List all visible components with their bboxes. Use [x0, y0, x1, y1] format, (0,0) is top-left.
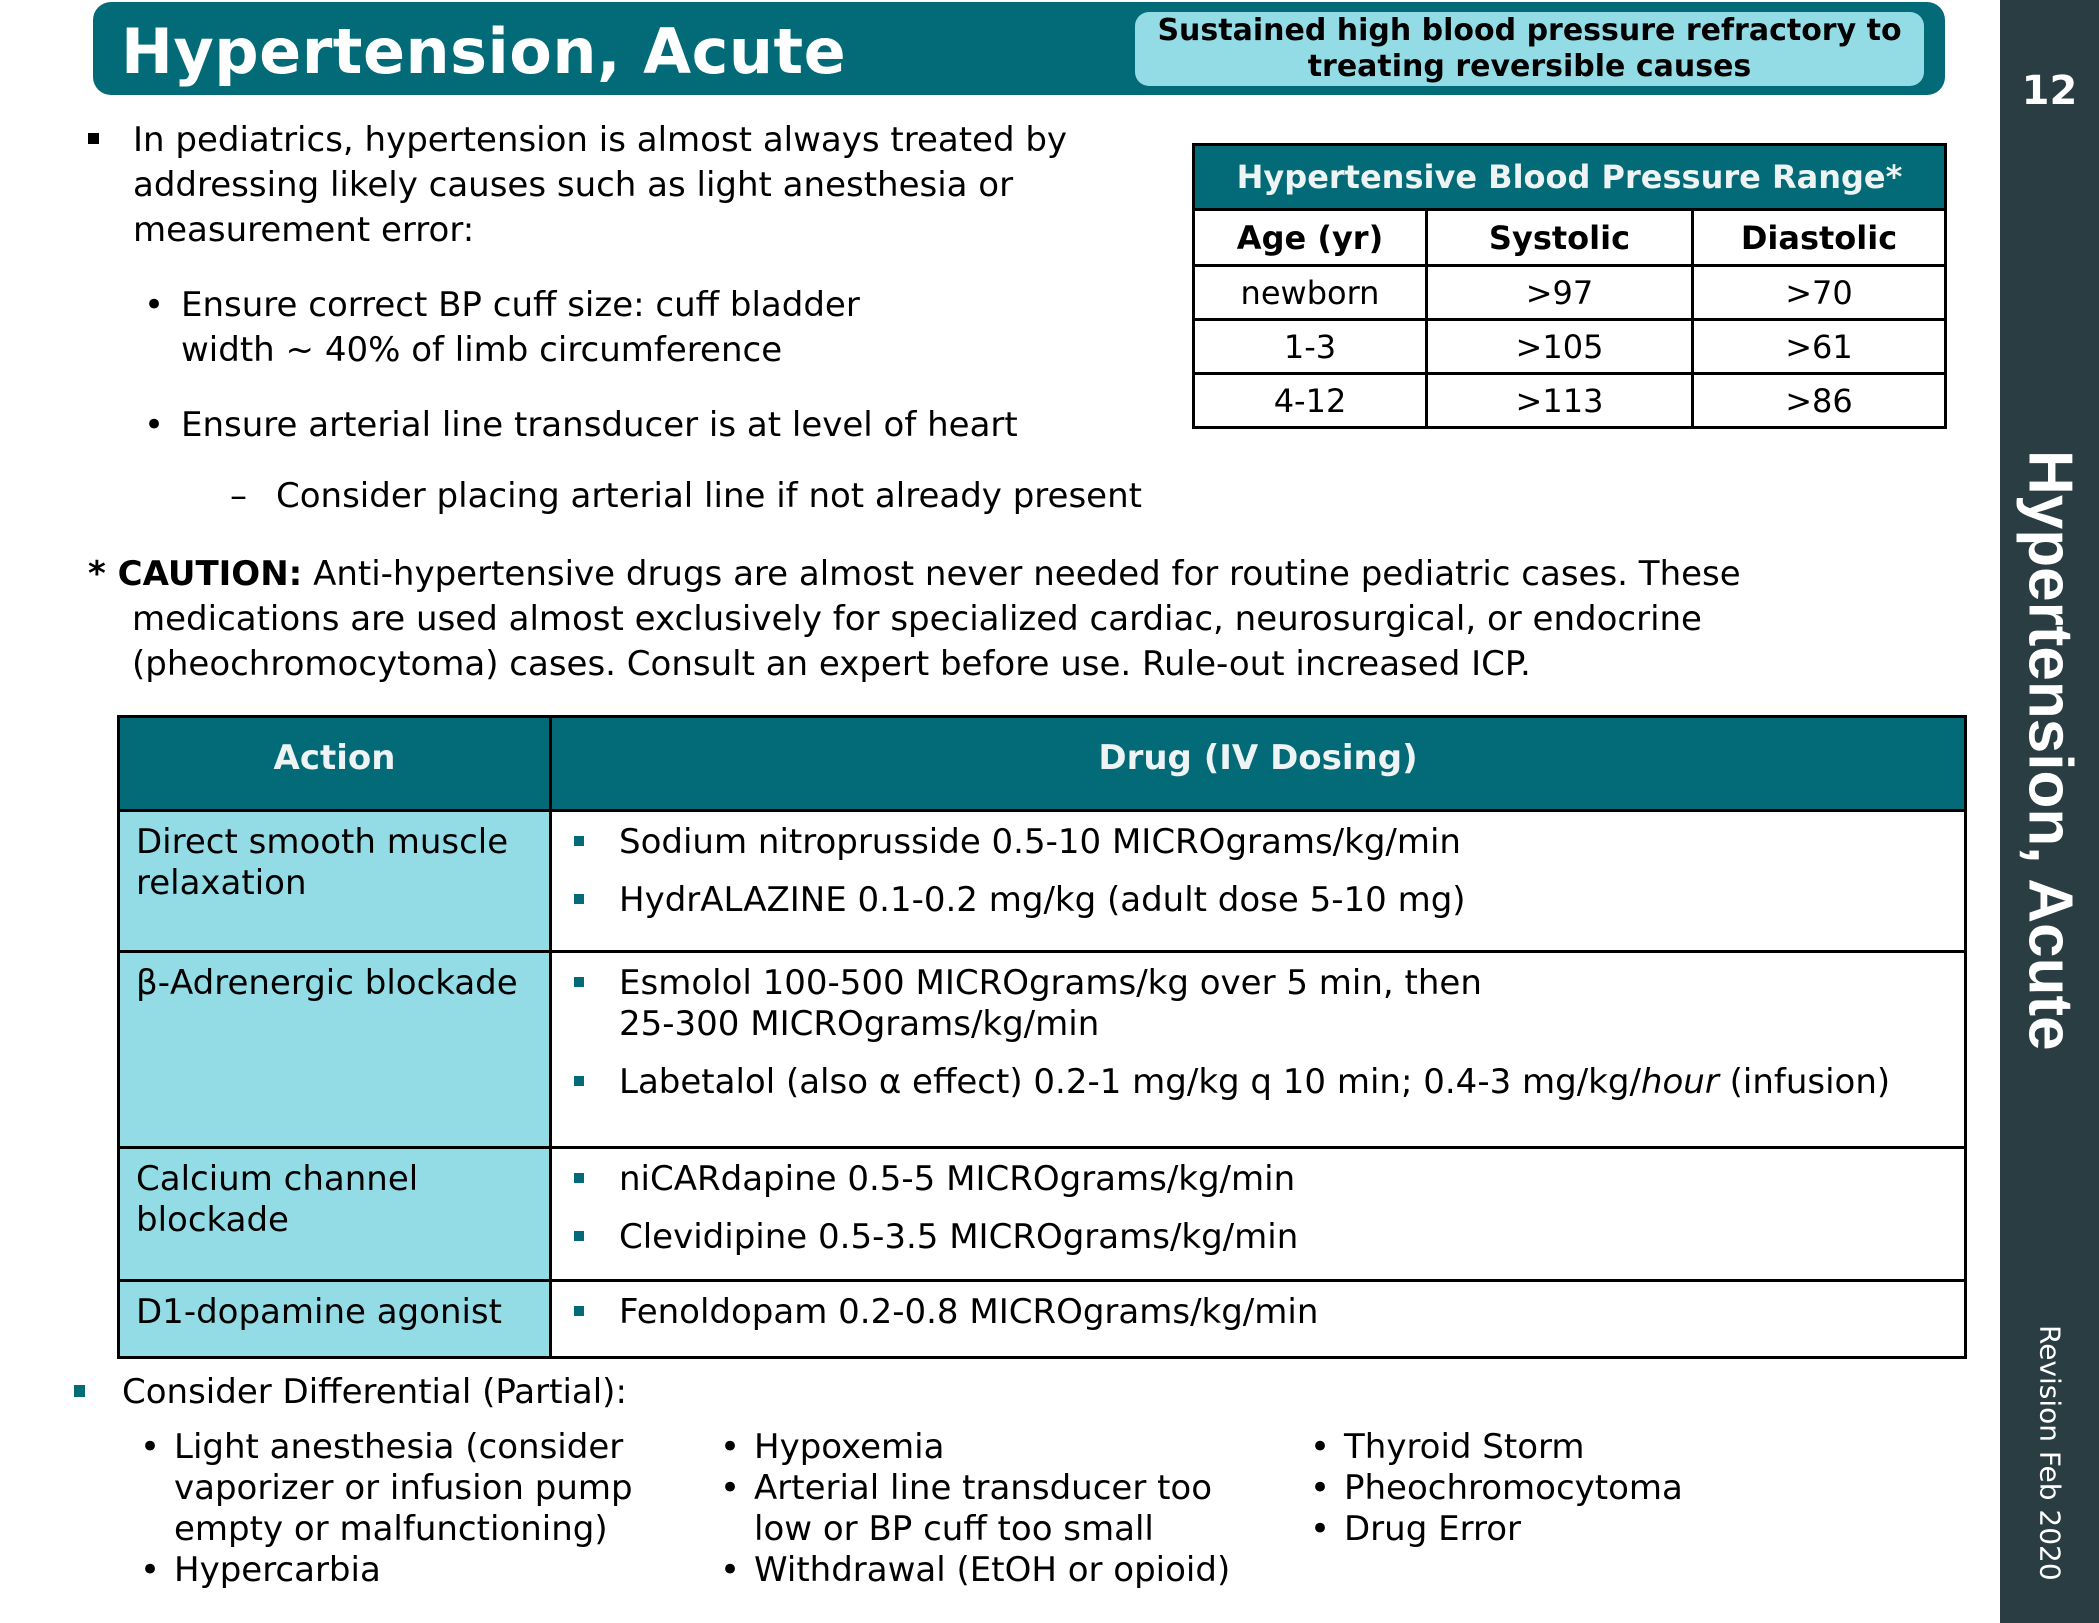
drug-header-drug: Drug (IV Dosing): [551, 717, 1966, 811]
dot-bullet-icon: •: [140, 1550, 161, 1590]
revision-label: Revision Feb 2020: [2033, 1325, 2067, 1581]
dot-bullet-icon: •: [140, 1427, 161, 1467]
intro-sub-bullet: [88, 403, 1198, 448]
drug-text: Fenoldopam 0.2-0.8 MICROgrams/kg/min: [619, 1292, 1319, 1332]
dot-bullet-icon: •: [1310, 1427, 1331, 1467]
list-item: [720, 1427, 1280, 1468]
dot-bullet-icon: •: [144, 405, 165, 445]
caution-label: * CAUTION:: [88, 554, 303, 594]
header-bar: [93, 2, 1945, 95]
drug-text: niCARdapine 0.5-5 MICROgrams/kg/min: [619, 1159, 1296, 1199]
table-row: [119, 1281, 1966, 1358]
drug-text: Labetalol (also α effect) 0.2-1 mg/kg q 10 min; 0.4-3 mg/kg/: [619, 1062, 1641, 1102]
square-bullet-icon: [574, 1231, 584, 1241]
bp-table-title: Hypertensive Blood Pressure Range*: [1194, 145, 1946, 210]
sidebar: [2000, 0, 2099, 1623]
list-item: [720, 1550, 1280, 1591]
drug-item: [574, 822, 1948, 863]
intro-sub-text: Ensure arterial line transducer is at level of heart: [181, 405, 1018, 445]
square-bullet-icon: [74, 1385, 85, 1397]
differential-text: Hypoxemia: [754, 1427, 945, 1467]
differential-heading: [72, 1370, 1972, 1415]
drug-item: [574, 1159, 1948, 1200]
table-row: [1194, 320, 1946, 374]
dash-bullet-icon: –: [230, 476, 247, 516]
list-item: [1310, 1468, 1870, 1509]
differential-text: Light anesthesia (consider vaporizer or infusion pump empty or malfunctioning): [174, 1427, 633, 1549]
drug-header-action: Action: [119, 717, 551, 811]
bp-age-cell: 4-12: [1194, 374, 1427, 428]
intro-main-text: In pediatrics, hypertension is almost always treated by addressing likely causes such as light anesthesia or measurement error:: [133, 120, 1068, 250]
bp-header-diastolic: Diastolic: [1693, 210, 1946, 266]
differential-column-3: [1310, 1427, 1870, 1550]
intro-section: [88, 118, 1198, 519]
differential-text: Pheochromocytoma: [1344, 1468, 1683, 1508]
drug-text-suffix: (infusion): [1718, 1062, 1891, 1102]
square-bullet-icon: [574, 1173, 584, 1183]
dot-bullet-icon: •: [144, 285, 165, 325]
list-item: [1310, 1427, 1870, 1468]
drug-text: Esmolol 100-500 MICROgrams/kg over 5 min, then: [619, 963, 1482, 1003]
differential-columns: [72, 1427, 1972, 1597]
drugs-cell: [551, 811, 1966, 952]
table-row: [1194, 374, 1946, 428]
differential-text: Hypercarbia: [174, 1550, 381, 1590]
table-row: [119, 952, 1966, 1148]
action-cell: Calcium channel blockade: [119, 1148, 551, 1281]
differential-column-2: [720, 1427, 1280, 1591]
differential-section: [72, 1370, 1972, 1597]
bp-age-cell: newborn: [1194, 266, 1427, 320]
drug-text: Clevidipine 0.5-3.5 MICROgrams/kg/min: [619, 1217, 1299, 1257]
table-row: [1194, 266, 1946, 320]
table-row: [119, 1148, 1966, 1281]
bp-systolic-cell: >113: [1427, 374, 1693, 428]
bp-header-age: Age (yr): [1194, 210, 1427, 266]
drug-text: Sodium nitroprusside 0.5-10 MICROgrams/kg/min: [619, 822, 1461, 862]
list-item: [140, 1550, 700, 1591]
drug-item: [574, 880, 1948, 921]
action-cell: Direct smooth muscle relaxation: [119, 811, 551, 952]
bp-systolic-cell: >97: [1427, 266, 1693, 320]
differential-column-1: [140, 1427, 700, 1591]
dot-bullet-icon: •: [720, 1468, 741, 1508]
intro-sub-sub-text: Consider placing arterial line if not already present: [276, 476, 1142, 516]
bp-range-table: [1192, 143, 1947, 429]
differential-text: Withdrawal (EtOH or opioid): [754, 1550, 1231, 1590]
square-bullet-icon: [574, 1076, 584, 1086]
differential-text: Drug Error: [1344, 1509, 1521, 1549]
sidebar-vertical-title: Hypertension, Acute: [2015, 450, 2085, 1051]
intro-sub-sub-bullet: [88, 474, 1198, 519]
differential-text: Thyroid Storm: [1344, 1427, 1585, 1467]
caution-text-line3: (pheochromocytoma) cases. Consult an expert before use. Rule-out increased ICP.: [132, 644, 1531, 684]
caution-note: [88, 552, 1968, 687]
caution-text-line2: medications are used almost exclusively for specialized cardiac, neurosurgical, or endocrine: [132, 599, 1702, 639]
page-number: 12: [2021, 68, 2078, 114]
bp-diastolic-cell: >70: [1693, 266, 1946, 320]
caution-text-line1: Anti-hypertensive drugs are almost never needed for routine pediatric cases. These: [313, 554, 1741, 594]
action-cell: β-Adrenergic blockade: [119, 952, 551, 1148]
bp-diastolic-cell: >86: [1693, 374, 1946, 428]
drugs-cell: [551, 1281, 1966, 1358]
differential-text: Arterial line transducer too low or BP cuff too small: [754, 1468, 1213, 1549]
bp-age-cell: 1-3: [1194, 320, 1427, 374]
drugs-cell: [551, 1148, 1966, 1281]
bp-diastolic-cell: >61: [1693, 320, 1946, 374]
differential-heading-text: Consider Differential (Partial):: [122, 1372, 627, 1412]
dot-bullet-icon: •: [1310, 1468, 1331, 1508]
drug-item: [574, 1292, 1948, 1333]
table-row: [119, 811, 1966, 952]
bp-header-systolic: Systolic: [1427, 210, 1693, 266]
dot-bullet-icon: •: [720, 1550, 741, 1590]
drug-item: [574, 1062, 1948, 1103]
drug-item: [574, 1217, 1948, 1258]
bp-systolic-cell: >105: [1427, 320, 1693, 374]
drugs-cell: [551, 952, 1966, 1148]
list-item: [1310, 1509, 1870, 1550]
list-item: [140, 1427, 654, 1550]
list-item: [720, 1468, 1234, 1550]
dot-bullet-icon: •: [720, 1427, 741, 1467]
square-bullet-icon: [574, 977, 584, 987]
drug-text: HydrALAZINE 0.1-0.2 mg/kg (adult dose 5-10 mg): [619, 880, 1466, 920]
square-bullet-icon: [574, 1306, 584, 1316]
square-bullet-icon: [574, 894, 584, 904]
dot-bullet-icon: •: [1310, 1509, 1331, 1549]
intro-sub-bullet: [88, 283, 961, 373]
drug-text-italic: hour: [1640, 1062, 1719, 1102]
page-title: Hypertension, Acute: [121, 15, 847, 88]
square-bullet-icon: [88, 133, 99, 144]
intro-bullet: [88, 118, 1198, 253]
action-cell: D1-dopamine agonist: [119, 1281, 551, 1358]
drug-item: [574, 963, 1948, 1045]
square-bullet-icon: [574, 836, 584, 846]
drug-table: [117, 715, 1967, 1359]
header-subtitle: Sustained high blood pressure refractory to treating reversible causes: [1135, 12, 1924, 86]
drug-text-continuation: 25-300 MICROgrams/kg/min: [619, 1004, 1100, 1044]
intro-sub-text: Ensure correct BP cuff size: cuff bladder width ~ 40% of limb circumference: [181, 285, 860, 370]
